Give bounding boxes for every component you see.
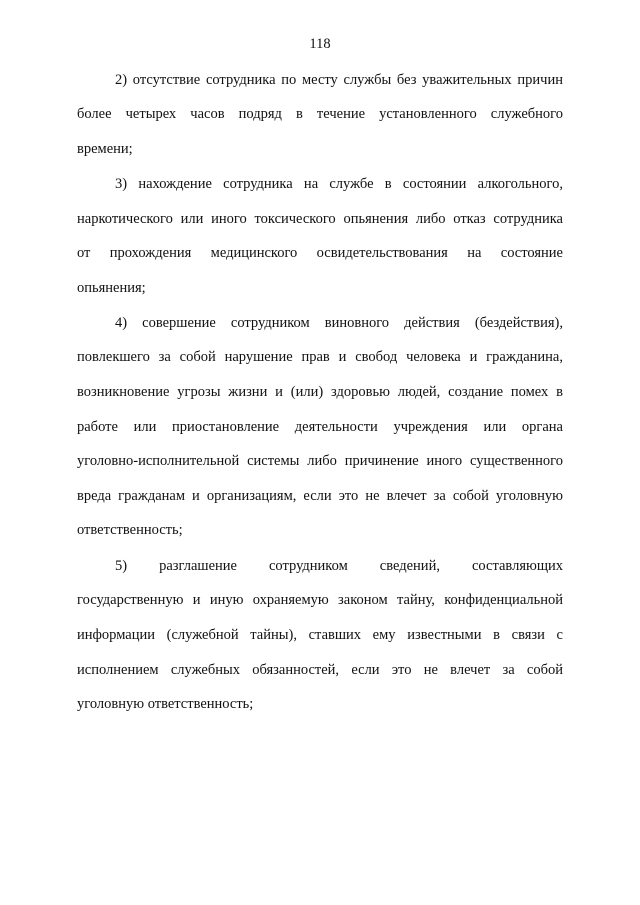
page-number: 118 (309, 36, 331, 52)
paragraph-2-line-1: 3) нахождение сотрудника на службе в состоянии алкогольного, (115, 176, 563, 192)
paragraph-3-line-2: повлекшего за собой нарушение прав и свобод человека и гражданина, (77, 349, 563, 365)
paragraph-2-line-4: опьянения; (77, 280, 146, 296)
paragraph-3-line-3: возникновение угрозы жизни и (или) здоровью людей, создание помех в (77, 384, 563, 400)
paragraph-3-line-6: вреда гражданам и организациям, если это не влечет за собой уголовную (77, 488, 563, 504)
paragraph-4-line-2: государственную и иную охраняемую законом тайну, конфиденциальной (77, 592, 563, 608)
paragraph-3-line-7: ответственность; (77, 522, 183, 538)
paragraph-2-line-3: от прохождения медицинского освидетельствования на состояние (77, 245, 563, 261)
paragraph-3-line-4: работе или приостановление деятельности учреждения или органа (77, 419, 563, 435)
paragraph-4-line-5: уголовную ответственность; (77, 696, 254, 712)
paragraph-2-line-2: наркотического или иного токсического опьянения либо отказ сотрудника (77, 211, 563, 227)
paragraph-1-line-2: более четырех часов подряд в течение установленного служебного (77, 106, 563, 122)
paragraph-4-line-1: 5) разглашение сотрудником сведений, составляющих (115, 558, 563, 574)
paragraph-4-line-3: информации (служебной тайны), ставших ему известными в связи с (77, 627, 563, 643)
paragraph-1-line-1: 2) отсутствие сотрудника по месту службы без уважительных причин (115, 72, 563, 88)
paragraph-3-line-1: 4) совершение сотрудником виновного действия (бездействия), (115, 315, 563, 331)
paragraph-3-line-5: уголовно-исполнительной системы либо причинение иного существенного (77, 453, 563, 469)
paragraph-4-line-4: исполнением служебных обязанностей, если это не влечет за собой (77, 662, 563, 678)
paragraph-1-line-3: времени; (77, 141, 133, 157)
